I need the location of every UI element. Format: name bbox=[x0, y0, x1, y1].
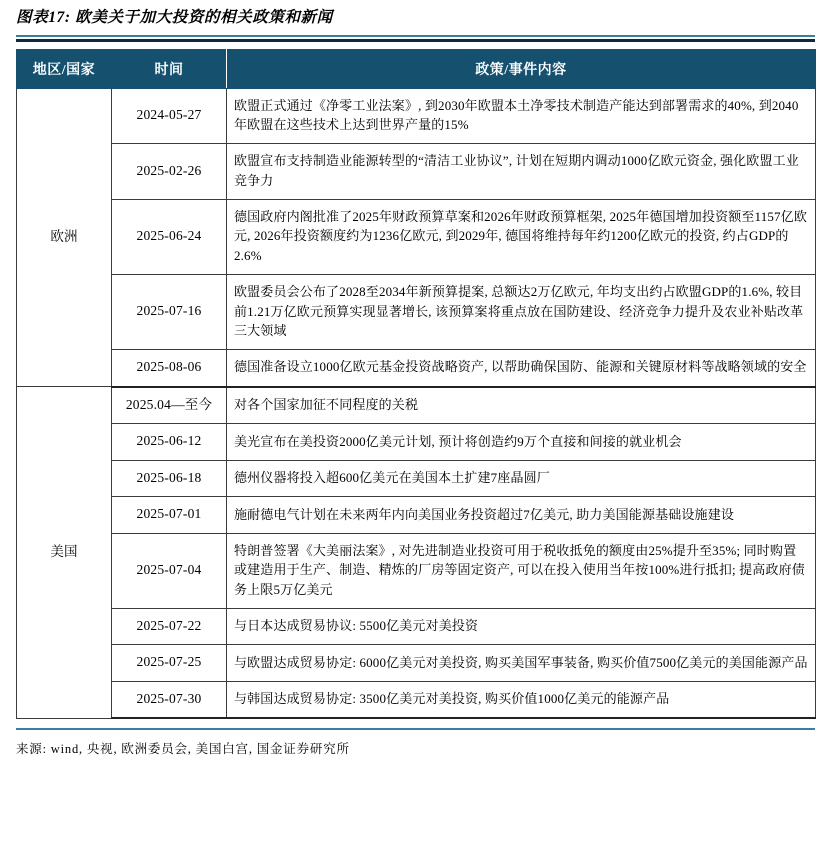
column-header-date: 时间 bbox=[112, 49, 227, 88]
table-row bbox=[17, 350, 816, 387]
table-header bbox=[17, 49, 816, 88]
date-cell: 2025-06-12 bbox=[112, 424, 227, 461]
policy-table bbox=[16, 49, 816, 720]
region-cell: 美国 bbox=[17, 387, 112, 719]
content-cell: 德国准备设立1000亿欧元基金投资战略资产, 以帮助确保国防、能源和关键原材料等战略领域的安全 bbox=[227, 350, 816, 387]
title-rule-light bbox=[16, 35, 815, 37]
content-cell: 欧盟正式通过《净零工业法案》, 到2030年欧盟本土净零技术制造产能达到部署需求的40%, 到2040年欧盟在这些技术上达到世界产量的15% bbox=[227, 88, 816, 144]
content-cell: 施耐德电气计划在未来两年内向美国业务投资超过7亿美元, 助力美国能源基础设施建设 bbox=[227, 497, 816, 534]
date-cell: 2025-07-01 bbox=[112, 497, 227, 534]
content-cell: 美光宣布在美投资2000亿美元计划, 预计将创造约9万个直接和间接的就业机会 bbox=[227, 424, 816, 461]
table-row bbox=[17, 199, 816, 274]
date-cell: 2025-06-18 bbox=[112, 460, 227, 497]
date-cell: 2025-07-30 bbox=[112, 681, 227, 718]
table-row bbox=[17, 460, 816, 497]
content-cell: 对各个国家加征不同程度的关税 bbox=[227, 387, 816, 424]
content-cell: 与日本达成贸易协议: 5500亿美元对美投资 bbox=[227, 608, 816, 645]
date-cell: 2025-02-26 bbox=[112, 144, 227, 200]
date-cell: 2025-07-16 bbox=[112, 274, 227, 349]
content-cell: 与欧盟达成贸易协定: 6000亿美元对美投资, 购买美国军事装备, 购买价值7500亿美元的美国能源产品 bbox=[227, 645, 816, 682]
content-cell: 欧盟委员会公布了2028至2034年新预算提案, 总额达2万亿欧元, 年均支出约占欧盟GDP的1.6%, 较目前1.21万亿欧元预算实现显著增长, 该预算案将重点放在国防建设、经济竞争力提升及农业补贴改革三大领域 bbox=[227, 274, 816, 349]
content-cell: 欧盟宣布支持制造业能源转型的“清洁工业协议”, 计划在短期内调动1000亿欧元资金, 强化欧盟工业竞争力 bbox=[227, 144, 816, 200]
table-body bbox=[17, 88, 816, 718]
policy-table-wrap bbox=[16, 49, 815, 720]
table-header-row bbox=[17, 49, 816, 88]
table-row bbox=[17, 424, 816, 461]
region-cell: 欧洲 bbox=[17, 88, 112, 387]
content-cell: 特朗普签署《大美丽法案》, 对先进制造业投资可用于税收抵免的额度由25%提升至35%; 同时购置或建造用于生产、制造、精炼的厂房等固定资产, 可以在投入使用当年按100%进行抵扣; 提高政府债务上限5万亿美元 bbox=[227, 533, 816, 608]
table-row bbox=[17, 645, 816, 682]
table-row bbox=[17, 274, 816, 349]
date-cell: 2024-05-27 bbox=[112, 88, 227, 144]
date-cell: 2025-08-06 bbox=[112, 350, 227, 387]
table-row bbox=[17, 387, 816, 424]
title-rule-dark bbox=[16, 39, 815, 42]
table-row bbox=[17, 497, 816, 534]
table-row bbox=[17, 608, 816, 645]
date-cell: 2025-07-04 bbox=[112, 533, 227, 608]
source-note: 来源: wind, 央视, 欧洲委员会, 美国白宫, 国金证券研究所 bbox=[16, 742, 350, 757]
column-header-region: 地区/国家 bbox=[17, 49, 112, 88]
date-cell: 2025-07-25 bbox=[112, 645, 227, 682]
column-header-content: 政策/事件内容 bbox=[227, 49, 816, 88]
table-row bbox=[17, 88, 816, 144]
table-row bbox=[17, 681, 816, 718]
date-cell: 2025-07-22 bbox=[112, 608, 227, 645]
table-row bbox=[17, 144, 816, 200]
date-cell: 2025-06-24 bbox=[112, 199, 227, 274]
table-row bbox=[17, 533, 816, 608]
content-cell: 德国政府内阁批准了2025年财政预算草案和2026年财政预算框架, 2025年德国增加投资额至1157亿欧元, 2026年投资额度约为1236亿欧元, 到2029年, 德国将维持每年约1200亿欧元的投资, 约占GDP的2.6% bbox=[227, 199, 816, 274]
page-title: 图表17: 欧美关于加大投资的相关政策和新闻 bbox=[16, 9, 333, 26]
date-cell: 2025.04—至今 bbox=[112, 387, 227, 424]
content-cell: 与韩国达成贸易协定: 3500亿美元对美投资, 购买价值1000亿美元的能源产品 bbox=[227, 681, 816, 718]
content-cell: 德州仪器将投入超600亿美元在美国本土扩建7座晶圆厂 bbox=[227, 460, 816, 497]
